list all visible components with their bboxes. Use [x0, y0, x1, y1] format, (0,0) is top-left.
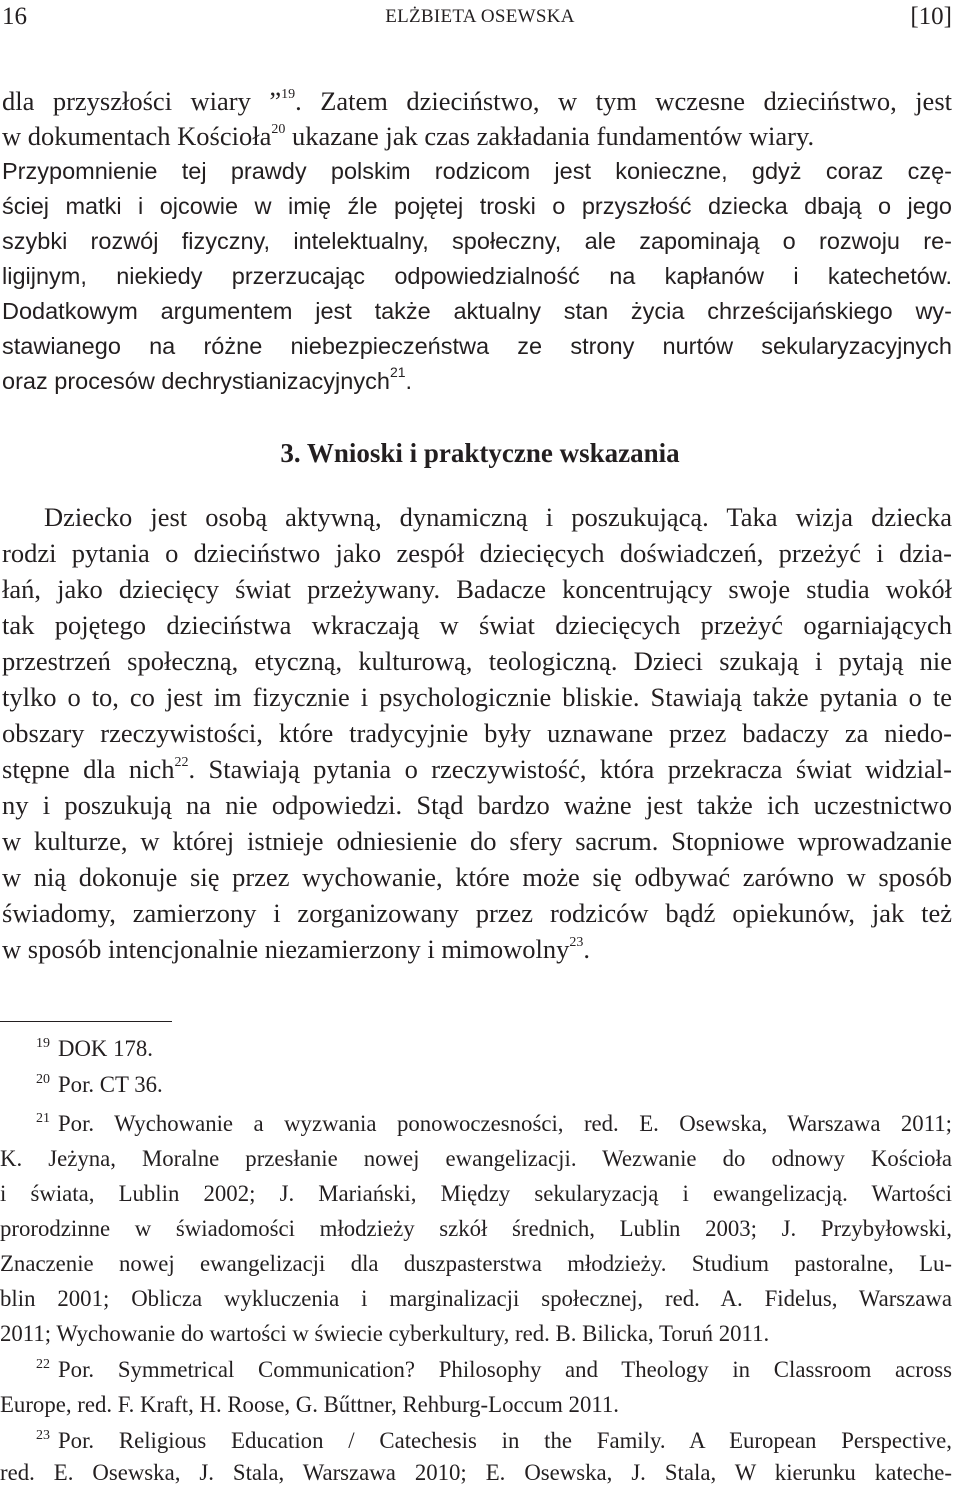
footnote-line: Europe, red. F. Kraft, H. Roose, G. Bűttner, Rehburg-Loccum 2011. — [0, 1392, 619, 1417]
text-line: łań, jako dziecięcy świat przeżywany. Badacze koncentrujący swoje studia wokół — [2, 574, 952, 604]
text-line: dla przyszłości wiary ”$^{19}$. Zatem dzieciństwo, w tym wczesne dzieciństwo, jest — [2, 86, 952, 116]
section-reference: [10] — [910, 3, 952, 30]
text-line: Dziecko jest osobą aktywną, dynamiczną i poszukującą. Taka wizja dziecka — [44, 502, 952, 532]
footnote-line: $^{22}$ Por. Symmetrical Communication? Philosophy and Theology in Classroom across — [36, 1357, 952, 1382]
text-line: w kulturze, w której istnieje odniesienie do sfery sacrum. Stopniowe wprowadzanie — [2, 826, 952, 856]
page-header — [0, 0, 960, 40]
running-head-author: ELŻBIETA OSEWSKA — [385, 6, 575, 27]
text-line: Dodatkowym argumentem jest także aktualny stan życia chrześcijańskiego wy- — [2, 298, 952, 324]
footnote-20: $^{20}$ Por. CT 36. — [36, 1072, 163, 1097]
footnote-line: blin 2001; Oblicza wykluczenia i marginalizacji społecznej, red. A. Fidelus, Warszawa — [0, 1286, 952, 1311]
text-line: stawianego na różne niebezpieczeństwa ze strony nurtów sekularyzacyjnych — [2, 333, 952, 359]
footnote-number: 23 — [36, 1428, 50, 1443]
text-line: ny i poszukują na nie odpowiedzi. Stąd bardzo ważne jest także ich uczestnictwo — [2, 790, 952, 820]
footnote-number: 22 — [36, 1357, 50, 1372]
footnote-line: 2011; Wychowanie do wartości w świecie cyberkultury, red. B. Bilicka, Toruń 2011. — [0, 1321, 770, 1346]
text-line: świadomy, zamierzony i zorganizowany przez rodziców bądź opiekunów, jak też — [2, 898, 952, 928]
text-line: szybki rozwój fizyczny, intelektualny, społeczny, ale zapominają o rozwoju re- — [2, 228, 952, 254]
footnote-number: 21 — [36, 1111, 50, 1126]
footnote-number: 19 — [36, 1036, 50, 1051]
footnote-line: K. Jeżyna, Moralne przesłanie nowej ewangelizacji. Wezwanie do odnowy Kościoła — [0, 1146, 952, 1171]
footnote-line: $^{23}$ Por. Religious Education / Catechesis in the Family. A European Perspective, — [36, 1428, 952, 1453]
footnote-ref[interactable]: 21 — [389, 364, 406, 380]
footnote-ref[interactable]: 23 — [569, 935, 584, 950]
text-line: w sposób intencjonalnie niezamierzony i mimowolny$^{23}$. — [2, 934, 591, 964]
footnote-line: i świata, Lublin 2002; J. Mariański, Między sekularyzacją i ewangelizacją. Wartości — [0, 1181, 952, 1206]
text-line: obszary rzeczywistości, które tradycyjnie były uznawane przez badaczy za niedo- — [2, 718, 952, 748]
text-line: rodzi pytania o dzieciństwo jako zespół dziecięcych doświadczeń, przeżyć i dzia- — [2, 538, 952, 568]
text-line: oraz procesów dechrystianizacyjnych$^{21}$. — [2, 364, 413, 394]
text-line: ściej matki i ojcowie w imię źle pojętej troski o przyszłość dziecka dbają o jego — [2, 193, 952, 219]
text-line: przestrzeń społeczną, etyczną, kulturową, teologiczną. Dzieci szukają i pytają nie — [2, 646, 952, 676]
text-line: w nią dokonuje się przez wychowanie, które może się odbywać zarówno w sposób — [2, 862, 952, 892]
text-line: w dokumentach Kościoła$^{20}$ ukazane jak czas zakładania fundamentów wiary. — [2, 121, 815, 151]
footnote-ref[interactable]: 22 — [174, 755, 189, 770]
page-number: 16 — [2, 3, 27, 30]
text-line: ligijnym, niekiedy przerzucając odpowiedzialność na kapłanów i katechetów. — [2, 263, 952, 289]
footnote-ref[interactable]: 19 — [281, 87, 296, 102]
footnote-line: $^{21}$ Por. Wychowanie a wyzwania ponowoczesności, red. E. Osewska, Warszawa 2011; — [36, 1111, 952, 1136]
text-line: tak pojętego dzieciństwa wkraczają w świat dziecięcych przeżyć ogarniających — [2, 610, 952, 640]
footnote-ref[interactable]: 20 — [271, 122, 286, 137]
footnote-separator — [0, 1021, 172, 1022]
footnote-line: red. E. Osewska, J. Stala, Warszawa 2010; E. Osewska, J. Stala, W kierunku kateche- — [0, 1460, 952, 1485]
text-line: tylko o to, co jest im fizycznie i psychologicznie bliskie. Stawiają także pytania o te — [2, 682, 952, 712]
section-heading: 3. Wnioski i praktyczne wskazania — [280, 438, 680, 468]
text-line: stępne dla nich$^{22}$. Stawiają pytania o rzeczywistość, która przekracza świat widzial- — [2, 754, 952, 784]
footnote-line: Znaczenie nowej ewangelizacji dla duszpasterstwa młodzieży. Studium pastoralne, Lu- — [0, 1251, 952, 1276]
footnote-19: $^{19}$ DOK 178. — [36, 1036, 153, 1061]
text-line: Przypomnienie tej prawdy polskim rodzicom jest konieczne, gdyż coraz czę- — [2, 158, 952, 184]
footnote-number: 20 — [36, 1072, 50, 1087]
footnote-line: prorodzinne w świadomości młodzieży szkół średnich, Lublin 2003; J. Przybyłowski, — [0, 1216, 952, 1241]
